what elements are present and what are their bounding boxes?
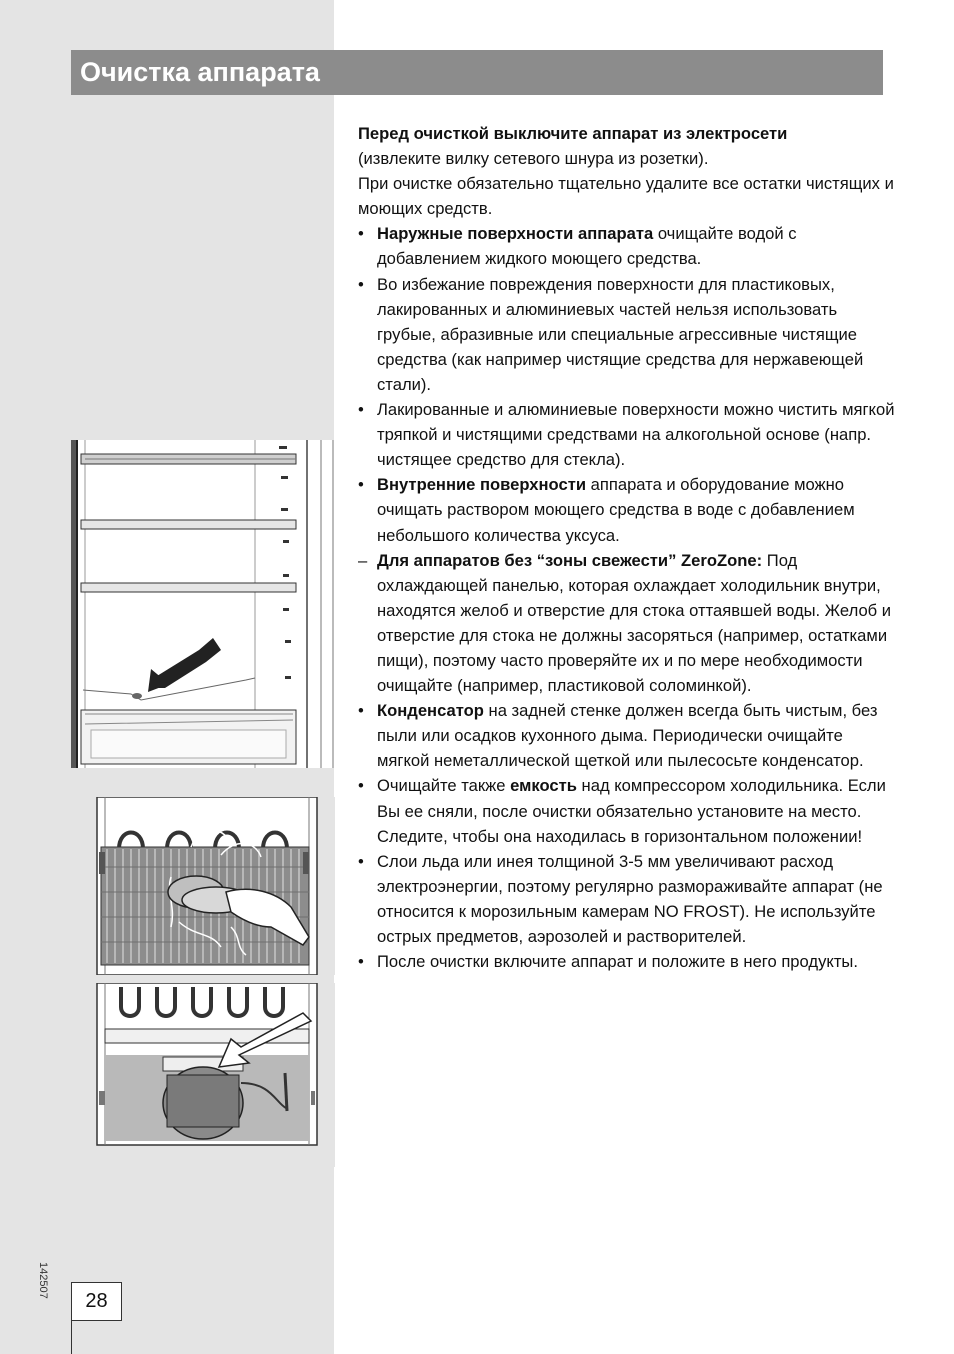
page-number: 28 <box>85 1290 108 1312</box>
list-item: • Наружные поверхности аппарата очищайте водой с добавлением жидкого моющего средства. <box>358 221 898 271</box>
document-code: 142507 <box>37 1262 49 1299</box>
intro-line-2: (извлеките вилку сетевого шнура из розетки). <box>358 149 709 169</box>
bullet-marker: • <box>358 224 364 244</box>
bullet-marker: • <box>358 274 364 294</box>
bullet-marker: • <box>358 400 364 420</box>
main-text <box>358 121 898 974</box>
list-item: • После очистки включите аппарат и положите в него продукты. <box>358 949 898 974</box>
dash-marker: – <box>358 550 368 570</box>
list-item: • Слои льда или инея толщиной 3-5 мм увеличивают расход электроэнергии, поэтому регулярно размораживайте аппарат (не относится к морозильным камерам NO FROST). Не используйте острых предметов, аэрозолей и растворителей. <box>358 849 898 949</box>
bullet-marker: • <box>358 952 364 972</box>
list-item: • Лакированные и алюминиевые поверхности можно чистить мягкой тряпкой и чистящими средствами на алкогольной основе (напр. чистящее средство для стекла). <box>358 397 898 472</box>
page-title: Очистка аппарата <box>80 57 320 87</box>
bullet-marker: • <box>358 851 364 871</box>
list-item: • Во избежание повреждения поверхности для пластиковых, лакированных и алюминиевых частей нельзя использовать грубые, абразивные или специальные агрессивные чистящие средства (как например чистящие средства для нержавеющей стали). <box>358 272 898 397</box>
compressor-tray-illustration <box>71 983 335 1167</box>
bullet-marker: • <box>358 776 364 796</box>
list-item: • Очищайте также емкость над компрессором холодильника. Если Вы ее сняли, после очистки обязательно установите на место. Следите, чтобы она находилась в горизонтальном положении! <box>358 773 898 848</box>
title-bar <box>71 50 883 95</box>
intro-paragraph <box>358 121 898 221</box>
list-item: – Для аппаратов без “зоны свежести” ZeroZone: Под охлаждающей панелью, которая охлаждает холодильник внутри, находятся желоб и отверстие для стока оттаявшей воды. Желоб и отверстие для стока не должны засоряться (например, остатками пищи), поэтому часто проверяйте их и по мере необходимости очищайте (например, пластиковой соломинкой). <box>358 548 898 699</box>
bullet-marker: • <box>358 701 364 721</box>
page-number-box <box>71 1282 122 1321</box>
list-item: • Внутренние поверхности аппарата и оборудование можно очищать раствором моющего средства в воде с добавлением небольшого количества уксуса. <box>358 472 898 547</box>
footer-rule <box>71 1320 72 1354</box>
bullet-marker: • <box>358 475 364 495</box>
list-item: • Конденсатор на задней стенке должен всегда быть чистым, без пыли или осадков кухонного дыма. Периодически очищайте мягкой неметаллической щеткой или пылесосьте конденсатор. <box>358 698 898 773</box>
condenser-cleaning-illustration <box>71 797 335 975</box>
intro-bold: Перед очисткой выключите аппарат из электросети <box>358 124 788 143</box>
instructions-list <box>358 221 898 974</box>
intro-line-3: При очистке обязательно тщательно удалите все остатки чистящих и моющих средств. <box>358 174 894 219</box>
fridge-interior-illustration <box>71 440 335 768</box>
